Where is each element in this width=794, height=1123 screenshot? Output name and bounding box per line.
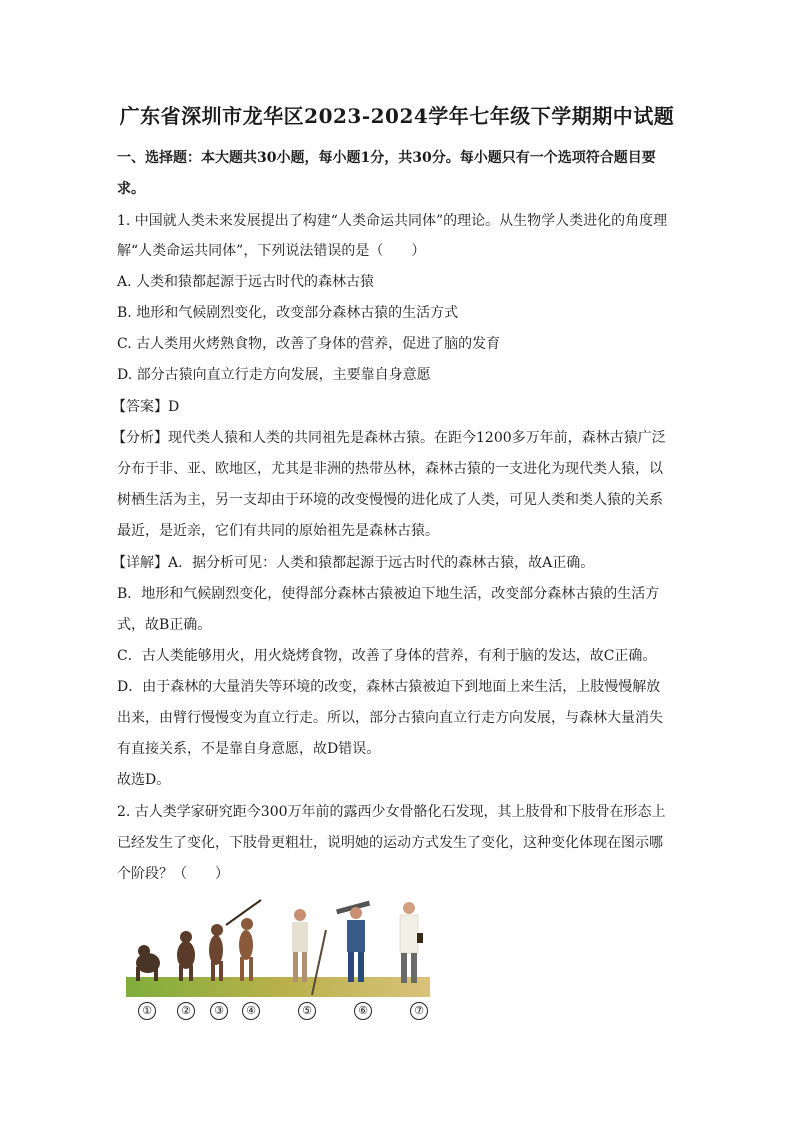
- q2-stem-line1: 2. 古人类学家研究距今300万年前的露西少女骨骼化石发现，其上肢骨和下肢骨在形态上: [117, 804, 666, 820]
- figure-stage-4: [226, 900, 261, 981]
- figure-label-2: ②: [177, 1002, 195, 1020]
- section-heading-line1: 一、选择题：本大题共30小题，每小题1分，共30分。每小题只有一个选项符合题目要: [117, 150, 656, 166]
- figure-label-3: ③: [210, 1002, 228, 1020]
- human-evolution-figure: [126, 895, 430, 1020]
- figure-stage-6: [336, 901, 370, 982]
- section-heading-line2: 求。: [117, 181, 145, 197]
- figure-label-4: ④: [242, 1002, 260, 1020]
- q1-detail-line1: 【详解】A．据分析可见：人类和猿都起源于远古时代的森林古猿，故A正确。: [112, 555, 595, 571]
- figure-stage-2: [177, 931, 195, 981]
- q1-detail-line3: 式，故B正确。: [117, 617, 212, 633]
- q2-stem-line2: 已经发生了变化，下肢骨更粗壮，说明她的运动方式发生了变化，这种变化体现在图示哪: [117, 835, 663, 851]
- figure-stage-3: [209, 924, 223, 981]
- q1-stem-line2: 解“人类命运共同体”，下列说法错误的是（ ）: [117, 243, 426, 259]
- q1-analysis-line1: 【分析】现代类人猿和人类的共同祖先是森林古猿。在距今1200多万年前，森林古猿广泛: [112, 430, 666, 446]
- figure-stage-1: [136, 945, 160, 981]
- q1-answer: 【答案】D: [112, 399, 180, 415]
- q1-analysis-line2: 分布于非、亚、欧地区，尤其是非洲的热带丛林，森林古猿的一支进化为现代类人猿，以: [117, 461, 663, 477]
- q1-stem-line1: 1. 中国就人类未来发展提出了构建“人类命运共同体”的理论。从生物学人类进化的角度理: [117, 213, 668, 229]
- q1-analysis-line4: 最近，是近亲，它们有共同的原始祖先是森林古猿。: [117, 523, 439, 539]
- figure-label-6: ⑥: [354, 1002, 372, 1020]
- q2-stem-line3: 个阶段？（ ）: [117, 866, 229, 882]
- q1-option-b: B. 地形和气候剧烈变化，改变部分森林古猿的生活方式: [117, 305, 459, 321]
- q1-analysis-line3: 树栖生活为主，另一支却由于环境的改变慢慢的进化成了人类，可见人类和类人猿的关系: [117, 492, 663, 508]
- q1-conclusion: 故选D。: [117, 772, 171, 788]
- q1-detail-line5: D．由于森林的大量消失等环境的改变，森林古猿被迫下到地面上来生活，上肢慢慢解放: [117, 679, 661, 695]
- q1-option-c: C. 古人类用火烤熟食物，改善了身体的营养，促进了脑的发育: [117, 336, 501, 352]
- q1-option-a: A. 人类和猿都起源于远古时代的森林古猿: [117, 274, 375, 290]
- q1-detail-line2: B．地形和气候剧烈变化，使得部分森林古猿被迫下地生活，改变部分森林古猿的生活方: [117, 586, 660, 602]
- figure-label-1: ①: [138, 1002, 156, 1020]
- figure-stage-7: [400, 902, 423, 983]
- q1-option-d: D. 部分古猿向直立行走方向发展，主要靠自身意愿: [117, 367, 431, 383]
- ground-strip: [126, 977, 430, 997]
- q1-detail-line4: C．古人类能够用火，用火烧烤食物，改善了身体的营养，有利于脑的发达，故C正确。: [117, 648, 657, 664]
- q1-detail-line7: 有直接关系，不是靠自身意愿，故D错误。: [117, 741, 381, 757]
- figure-label-7: ⑦: [410, 1002, 428, 1020]
- figure-label-5: ⑤: [298, 1002, 316, 1020]
- q1-detail-line6: 出来，由臂行慢慢变为直立行走。所以，部分古猿向直立行走方向发展，与森林大量消失: [117, 710, 663, 726]
- page-title: 广东省深圳市龙华区2023-2024学年七年级下学期期中试题: [119, 104, 675, 128]
